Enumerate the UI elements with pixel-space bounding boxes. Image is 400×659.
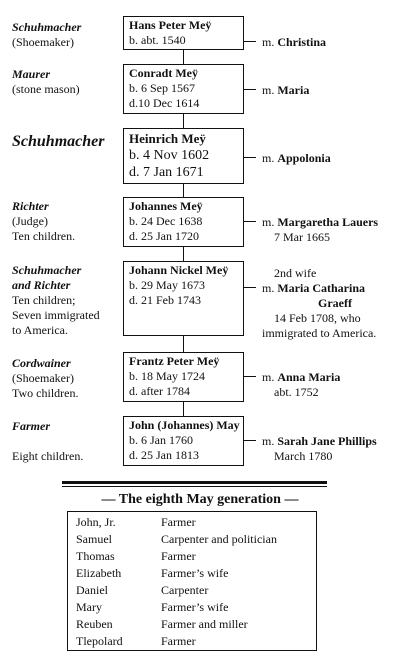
spouse-gen4 xyxy=(262,215,378,245)
occupation-note: to America. xyxy=(12,323,68,337)
occupation-note: Ten children; xyxy=(12,293,76,307)
person-name: Hans Peter Meÿ xyxy=(129,18,212,32)
spouse-name: Maria xyxy=(277,83,310,97)
occupation-note xyxy=(12,434,83,449)
occupation-note: Eight children. xyxy=(12,449,84,463)
marriage-prefix: m. xyxy=(262,370,275,384)
child-name: Tlepolard xyxy=(76,634,123,648)
spouse-name: Anna Maria xyxy=(277,370,341,384)
child-occupation: Farmer’s wife xyxy=(161,600,229,614)
occupation-title: Maurer xyxy=(12,67,51,81)
spouse-gen2 xyxy=(262,83,309,98)
person-name: Heinrich Meÿ xyxy=(129,131,206,146)
occupation-gen3 xyxy=(12,132,104,152)
marriage-date: abt. 1752 xyxy=(274,385,319,399)
marriage-connector xyxy=(244,376,256,377)
birth-line: b. 18 May 1724 xyxy=(129,369,205,383)
child-name: Thomas xyxy=(76,549,115,563)
person-box-gen1 xyxy=(123,16,244,50)
birth-line: b. abt. 1540 xyxy=(129,33,186,47)
marriage-prefix: m. xyxy=(262,35,275,49)
spouse-gen6 xyxy=(262,370,340,400)
separator-double-rule xyxy=(62,481,327,484)
eighth-generation-title: — The eighth May generation — xyxy=(101,492,299,507)
occupation-note: Ten children. xyxy=(12,229,76,243)
occupation-note: (Judge) xyxy=(12,214,48,228)
child-name: Samuel xyxy=(76,532,112,546)
occupation-title: Richter xyxy=(12,199,49,213)
person-box-gen6 xyxy=(123,352,244,402)
marriage-connector xyxy=(244,89,256,90)
marriage-date: 7 Mar 1665 xyxy=(274,230,330,244)
spouse-gen7 xyxy=(262,434,377,464)
person-name: Johannes Meÿ xyxy=(129,199,203,213)
person-name: Conradt Meÿ xyxy=(129,66,198,80)
table-row xyxy=(68,531,316,548)
spouse-order: 2nd wife xyxy=(274,266,317,280)
marriage-connector xyxy=(244,157,256,158)
death-line: d. 25 Jan 1720 xyxy=(129,229,199,243)
child-occupation: Farmer xyxy=(161,634,196,648)
spouse-name: Margaretha Lauers xyxy=(277,215,379,229)
child-name: Reuben xyxy=(76,617,113,631)
marriage-connector xyxy=(244,41,256,42)
child-occupation: Farmer’s wife xyxy=(161,566,229,580)
spouse-name: Maria Catharina xyxy=(277,281,365,295)
table-row xyxy=(68,548,316,565)
table-row xyxy=(68,633,316,650)
spouse-name: Christina xyxy=(277,35,327,49)
person-box-gen2 xyxy=(123,64,244,114)
eighth-generation-table xyxy=(67,511,317,651)
table-row xyxy=(68,616,316,633)
child-occupation: Carpenter and politician xyxy=(161,532,277,546)
person-box-gen3 xyxy=(123,128,244,184)
occupation-gen2 xyxy=(12,67,80,97)
marriage-prefix: m. xyxy=(262,83,275,97)
child-occupation: Farmer xyxy=(161,549,196,563)
marriage-note: 14 Feb 1708, who xyxy=(274,311,361,325)
marriage-date: March 1780 xyxy=(274,449,333,463)
child-name: John, Jr. xyxy=(76,515,116,529)
marriage-prefix: m. xyxy=(262,281,275,295)
occupation-note: Seven immigrated xyxy=(12,308,100,322)
occupation-gen4 xyxy=(12,199,75,244)
separator-thin-rule xyxy=(62,486,327,487)
occupation-title: Cordwainer xyxy=(12,356,71,370)
child-name: Elizabeth xyxy=(76,566,122,580)
person-name: Johann Nickel Meÿ xyxy=(129,263,229,277)
occupation-note: (stone mason) xyxy=(12,82,80,96)
child-occupation: Carpenter xyxy=(161,583,209,597)
spouse-name: Sarah Jane Phillips xyxy=(277,434,377,448)
child-occupation: Farmer and miller xyxy=(161,617,248,631)
person-name: Frantz Peter Meÿ xyxy=(129,354,220,368)
death-line: d. 7 Jan 1671 xyxy=(129,165,204,180)
child-name: Mary xyxy=(76,600,102,614)
marriage-connector xyxy=(244,287,256,288)
occupation-note: (Shoemaker) xyxy=(12,371,74,385)
birth-line: b. 24 Dec 1638 xyxy=(129,214,203,228)
occupation-title: Schuhmacher xyxy=(12,263,82,277)
marriage-note: immigrated to America. xyxy=(262,326,377,340)
birth-line: b. 4 Nov 1602 xyxy=(129,148,210,163)
death-line: d. 25 Jan 1813 xyxy=(129,448,199,462)
occupation-gen1 xyxy=(12,20,81,50)
child-name: Daniel xyxy=(76,583,108,597)
birth-line: b. 6 Sep 1567 xyxy=(129,81,195,95)
table-row xyxy=(68,514,316,531)
occupation-title-2: and Richter xyxy=(12,278,71,292)
spouse-name: Appolonia xyxy=(277,151,331,165)
occupation-title: Farmer xyxy=(12,419,51,433)
marriage-connector xyxy=(244,440,256,441)
marriage-prefix: m. xyxy=(262,434,275,448)
person-name: John (Johannes) May xyxy=(129,418,240,432)
spouse-name-2: Graeff xyxy=(318,296,352,310)
marriage-prefix: m. xyxy=(262,215,275,229)
table-row xyxy=(68,599,316,616)
marriage-prefix: m. xyxy=(262,151,275,165)
occupation-gen7 xyxy=(12,419,83,464)
spouse-gen5 xyxy=(262,266,376,341)
table-row xyxy=(68,582,316,599)
person-box-gen4 xyxy=(123,197,244,247)
death-line: d.10 Dec 1614 xyxy=(129,96,200,110)
child-occupation: Farmer xyxy=(161,515,196,529)
person-box-gen5 xyxy=(123,261,244,336)
occupation-gen5 xyxy=(12,263,100,338)
marriage-connector xyxy=(244,221,256,222)
death-line: d. after 1784 xyxy=(129,384,190,398)
occupation-title: Schuhmacher xyxy=(12,20,82,34)
birth-line: b. 6 Jan 1760 xyxy=(129,433,193,447)
occupation-title: Schuhmacher xyxy=(12,133,105,150)
spouse-gen3 xyxy=(262,151,331,166)
occupation-note: Two children. xyxy=(12,386,79,400)
birth-line: b. 29 May 1673 xyxy=(129,278,205,292)
occupation-gen6 xyxy=(12,356,78,401)
table-row xyxy=(68,565,316,582)
person-box-gen7 xyxy=(123,416,244,466)
spouse-gen1 xyxy=(262,35,326,50)
death-line: d. 21 Feb 1743 xyxy=(129,293,201,307)
occupation-note: (Shoemaker) xyxy=(12,35,74,49)
